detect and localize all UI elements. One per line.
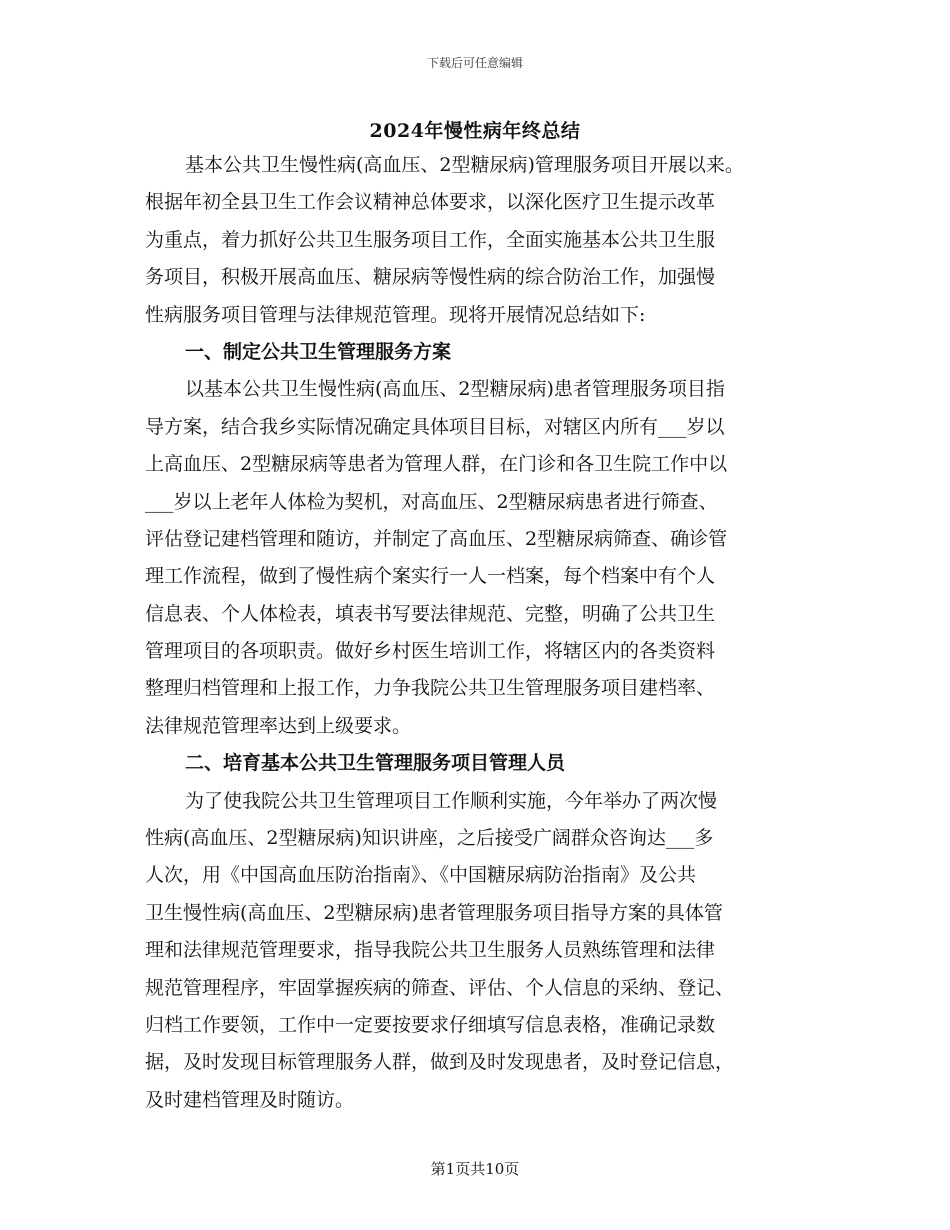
paragraph-line: ___岁以上老年人体检为契机，对高血压、2型糖尿病患者进行筛查、 xyxy=(145,490,718,513)
paragraph-line: 务项目，积极开展高血压、糖尿病等慢性病的综合防治工作，加强慢 xyxy=(145,266,716,289)
section-heading: 一、制定公共卫生管理服务方案 xyxy=(185,340,452,363)
paragraph-line: 导方案，结合我乡实际情况确定具体项目目标，对辖区内所有___岁以 xyxy=(145,415,725,438)
paragraph-line: 理工作流程，做到了慢性病个案实行一人一档案，每个档案中有个人 xyxy=(145,565,716,588)
section-heading: 二、培育基本公共卫生管理服务项目管理人员 xyxy=(185,752,566,775)
paragraph-line: 性病(高血压、2型糖尿病)知识讲座，之后接受广阔群众咨询达___多 xyxy=(145,827,714,850)
paragraph-line: 理和法律规范管理要求，指导我院公共卫生服务人员熟练管理和法律 xyxy=(145,939,716,962)
paragraph-line: 根据年初全县卫生工作会议精神总体要求，以深化医疗卫生提示改革 xyxy=(145,191,716,214)
paragraph-line: 评估登记建档管理和随访，并制定了高血压、2型糖尿病筛查、确诊管 xyxy=(145,527,728,550)
paragraph-line: 法律规范管理率达到上级要求。 xyxy=(145,714,412,737)
paragraph-line: 整理归档管理和上报工作，力争我院公共卫生管理服务项目建档率、 xyxy=(145,677,716,700)
paragraph-line: 以基本公共卫生慢性病(高血压、2型糖尿病)患者管理服务项目指 xyxy=(185,378,725,401)
paragraph-line: 卫生慢性病(高血压、2型糖尿病)患者管理服务项目指导方案的具体管 xyxy=(145,901,723,924)
paragraph-line: 上高血压、2型糖尿病等患者为管理人群，在门诊和各卫生院工作中以 xyxy=(145,453,728,476)
paragraph-line: 据，及时发现目标管理服务人群，做到及时发现患者，及时登记信息， xyxy=(145,1051,735,1074)
header-note: 下载后可任意编辑 xyxy=(426,56,523,70)
paragraph-line: 为重点，着力抓好公共卫生服务项目工作，全面实施基本公共卫生服 xyxy=(145,228,716,251)
paragraph-line: 基本公共卫生慢性病(高血压、2型糖尿病)管理服务项目开展以来。 xyxy=(185,154,744,176)
paragraph-line: 规范管理程序，牢固掌握疾病的筛查、评估、个人信息的采纳、登记、 xyxy=(145,976,735,999)
paragraph-line: 性病服务项目管理与法律规范管理。现将开展情况总结如下: xyxy=(145,303,646,326)
paragraph-line: 信息表、个人体检表，填表书写要法律规范、完整，明确了公共卫生 xyxy=(145,602,716,625)
paragraph-line: 人次，用《中国高血压防治指南》、《中国糖尿病防治指南》及公共 xyxy=(145,864,697,887)
paragraph-line: 为了使我院公共卫生管理项目工作顺利实施，今年举办了两次慢 xyxy=(185,789,718,812)
paragraph-line: 管理项目的各项职责。做好乡村医生培训工作，将辖区内的各类资料 xyxy=(145,640,716,663)
document-body xyxy=(145,147,835,1119)
document-title: 2024年慢性病年终总结 xyxy=(369,120,581,142)
page-footer: 第1页共10页 xyxy=(430,1160,520,1178)
paragraph-line: 及时建档管理及时随访。 xyxy=(145,1088,355,1111)
paragraph-line: 归档工作要领，工作中一定要按要求仔细填写信息表格，准确记录数 xyxy=(145,1013,716,1036)
